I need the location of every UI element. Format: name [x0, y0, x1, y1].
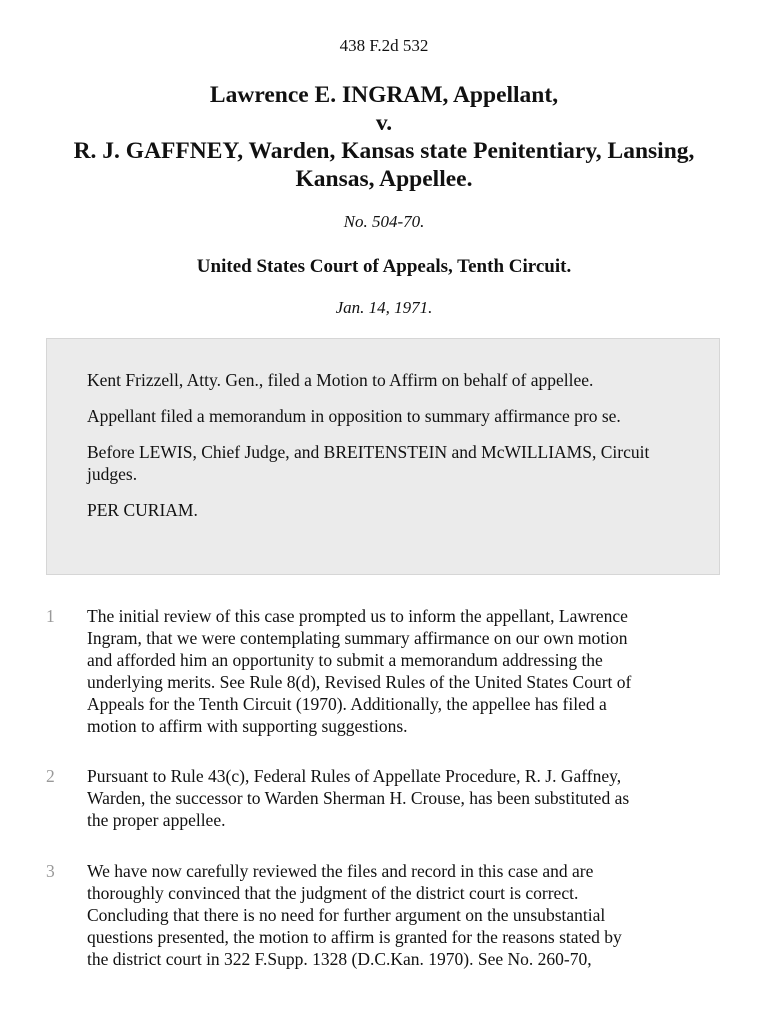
paragraph-number: 2	[46, 766, 55, 786]
paragraph-text	[87, 605, 727, 737]
paragraph-line: Pursuant to Rule 43(c), Federal Rules of Appellate Procedure, R. J. Gaffney,	[87, 766, 622, 786]
paragraph-text	[87, 860, 727, 970]
paragraph-line: motion to affirm with supporting suggestions.	[87, 716, 408, 736]
appellee-name-line-2: Kansas, Appellee.	[295, 166, 473, 192]
per-curiam-label: PER CURIAM.	[87, 500, 198, 520]
versus-label: v.	[375, 110, 393, 136]
paragraph-number: 1	[46, 606, 55, 626]
paragraph-line: thoroughly convinced that the judgment of the district court is correct.	[87, 883, 579, 903]
paragraph-line: The initial review of this case prompted us to inform the appellant, Lawrence	[87, 606, 628, 626]
case-citation: 438 F.2d 532	[339, 36, 429, 55]
appellee-name-line-1: R. J. GAFFNEY, Warden, Kansas state Penitentiary, Lansing,	[73, 138, 695, 164]
paragraph-line: the district court in 322 F.Supp. 1328 (D.C.Kan. 1970). See No. 260-70,	[87, 949, 592, 969]
paragraph-line: underlying merits. See Rule 8(d), Revised Rules of the United States Court of	[87, 672, 632, 692]
paragraph-line: Concluding that there is no need for further argument on the unsubstantial	[87, 905, 606, 925]
paragraph-line: and afforded him an opportunity to submit a memorandum addressing the	[87, 650, 603, 670]
counsel-note: Kent Frizzell, Atty. Gen., filed a Motion to Affirm on behalf of appellee.	[87, 370, 594, 390]
paragraph-line: questions presented, the motion to affirm is granted for the reasons stated by	[87, 927, 622, 947]
preliminary-box	[46, 338, 720, 575]
paragraph-line: the proper appellee.	[87, 810, 226, 830]
paragraph-line: Ingram, that we were contemplating summary affirmance on our own motion	[87, 628, 628, 648]
paragraph-line: Appeals for the Tenth Circuit (1970). Additionally, the appellee has filed a	[87, 694, 607, 714]
paragraph-line: We have now carefully reviewed the files and record in this case and are	[87, 861, 594, 881]
appellant-name: Lawrence E. INGRAM, Appellant,	[209, 82, 559, 108]
bench-note: Before LEWIS, Chief Judge, and BREITENSTEIN and McWILLIAMS, Circuit judges.	[87, 442, 650, 484]
case-parties	[20, 81, 748, 193]
decision-date: Jan. 14, 1971.	[335, 298, 433, 317]
court-name: United States Court of Appeals, Tenth Circuit.	[196, 256, 572, 277]
paragraph-number: 3	[46, 861, 55, 881]
paragraph-text	[87, 765, 727, 831]
docket-number: No. 504-70.	[343, 212, 425, 231]
pro-se-note: Appellant filed a memorandum in opposition to summary affirmance pro se.	[87, 406, 621, 426]
paragraph-line: Warden, the successor to Warden Sherman H. Crouse, has been substituted as	[87, 788, 630, 808]
